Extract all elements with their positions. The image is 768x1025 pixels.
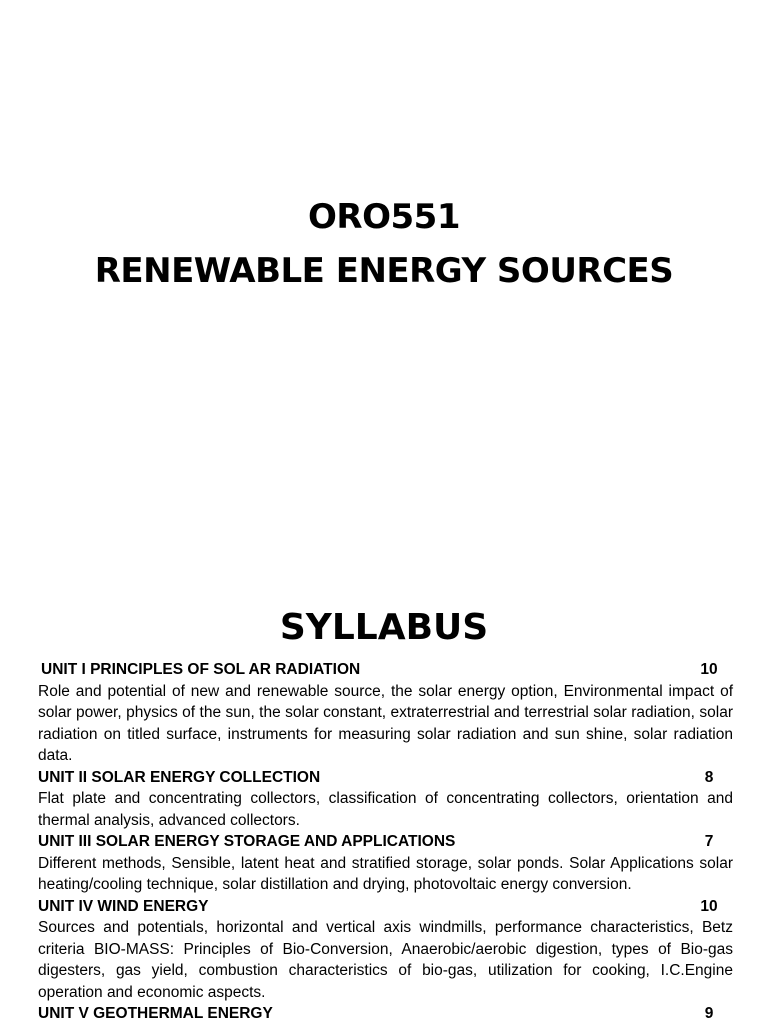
unit-1-hours: 10: [700, 661, 718, 678]
unit-3-header: [38, 831, 733, 853]
course-code: ORO551: [308, 197, 460, 237]
unit-3-description: Different methods, Sensible, latent heat and stratified storage, solar ponds. Solar Applications solar heating/cooling technique, solar distillation and drying, photovoltaic energy conversion.: [38, 854, 733, 893]
unit-1-header: [38, 659, 733, 681]
unit-5-hours: 9: [704, 1005, 714, 1022]
unit-1-title: UNIT I PRINCIPLES OF SOL AR RADIATION: [41, 661, 361, 678]
syllabus-heading: SYLLABUS: [279, 607, 489, 648]
unit-5-header: [38, 1003, 733, 1025]
unit-3-title: UNIT III SOLAR ENERGY STORAGE AND APPLICATIONS: [38, 833, 456, 850]
unit-1-description: Role and potential of new and renewable source, the solar energy option, Environmental impact of solar power, physics of the sun, the solar constant, extraterrestrial and terrestrial solar radiation, solar radiation on titled surface, instruments for measuring solar radiation and sun shine, solar radiation data.: [38, 682, 733, 764]
course-name: RENEWABLE ENERGY SOURCES: [94, 251, 674, 291]
course-title-block: [0, 190, 768, 298]
unit-4-title: UNIT IV WIND ENERGY: [38, 897, 209, 915]
unit-4-description: Sources and potentials, horizontal and vertical axis windmills, performance characteristics, Betz criteria BIO-MASS: Principles of Bio-Conversion, Anaerobic/aerobic digestion, types of Bio-gas digesters, gas yield, combustion characteristics of bio-gas, utilization for cooking, I.C.Engine operation and economic aspects.: [38, 919, 733, 1001]
unit-2-hours: 8: [704, 768, 714, 786]
unit-4-hours: 10: [700, 897, 718, 915]
unit-5-title: UNIT V GEOTHERMAL ENERGY: [38, 1005, 273, 1022]
unit-2-header: [38, 767, 733, 789]
unit-4-header: [38, 896, 733, 918]
unit-2-description: Flat plate and concentrating collectors, classification of concentrating collectors, orientation and thermal analysis, advanced collectors.: [38, 790, 733, 829]
unit-2-title: UNIT II SOLAR ENERGY COLLECTION: [38, 768, 321, 786]
unit-3-hours: 7: [704, 833, 714, 850]
syllabus-units: [38, 659, 733, 1025]
